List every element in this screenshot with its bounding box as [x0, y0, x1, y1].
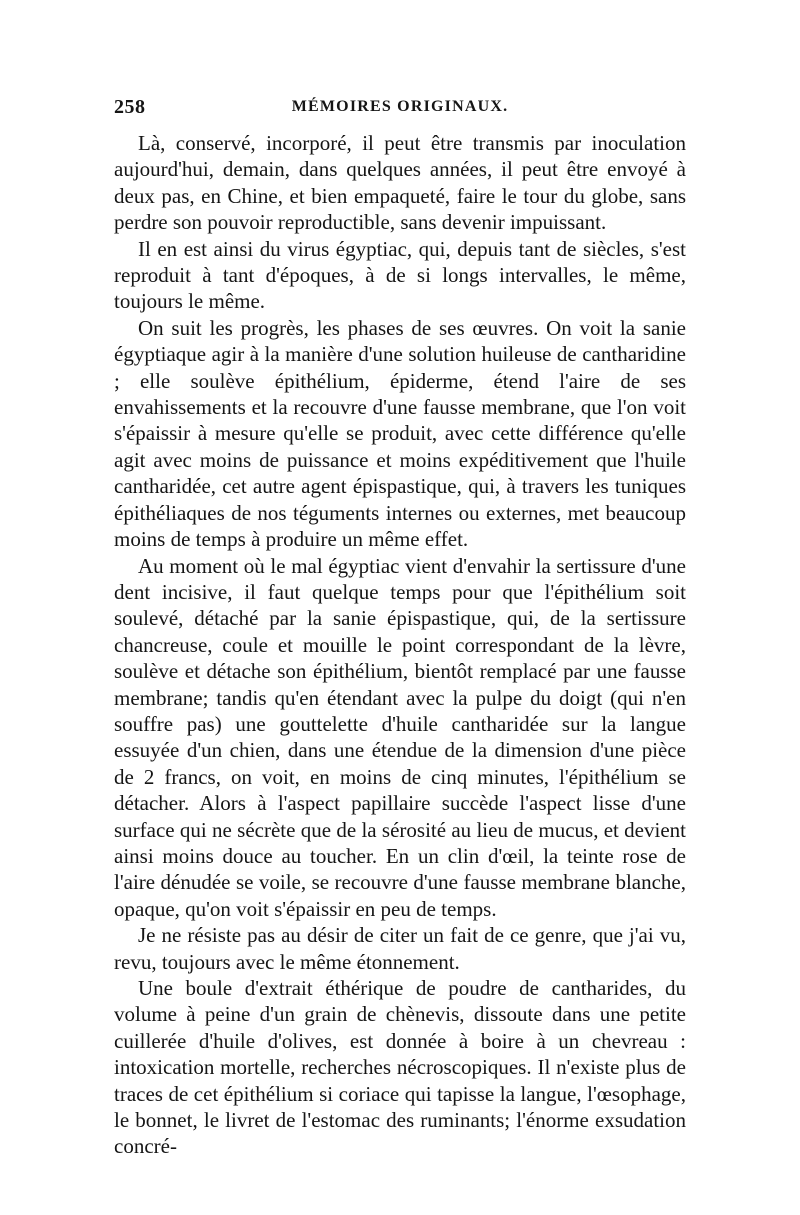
paragraph: Au moment où le mal égyptiac vient d'envahir la sertissure d'une dent incisive, il faut quelque temps pour que l'épithélium soit soulevé, détaché par la sanie épispastique, qui, de la sertissure chancreuse, coule et mouille le point correspondant de la lèvre, soulève et détache son épithélium, bientôt remplacé par une fausse membrane; tandis qu'en étendant avec la pulpe du doigt (qui n'en souffre pas) une gouttelette d'huile cantharidée sur la langue essuyée d'un chien, dans une étendue de la dimension d'une pièce de 2 francs, on voit, en moins de cinq minutes, l'épithélium se détacher. Alors à l'aspect papillaire succède l'aspect lisse d'une surface qui ne sécrète que de la sérosité au lieu de mucus, et devient ainsi moins douce au toucher. En un clin d'œil, la teinte rose de l'aire dénudée se voile, se recouvre d'une fausse membrane blanche, opaque, qu'on voit s'épaissir en peu de temps.	[114, 553, 686, 921]
paragraph: Je ne résiste pas au désir de citer un fait de ce genre, que j'ai vu, revu, toujours avec le même étonnement.	[114, 923, 686, 974]
page-number: 258	[114, 96, 146, 118]
page-header	[114, 96, 686, 130]
body-text	[114, 130, 686, 1160]
paragraph: Une boule d'extrait éthérique de poudre de cantharides, du volume à peine d'un grain de chènevis, dissoute dans une petite cuillerée d'huile d'olives, est donnée à boire à un chevreau : intoxication mortelle, recherches nécroscopiques. Il n'existe plus de traces de cet épithélium si coriace qui tapisse la langue, l'œsophage, le bonnet, le livret de l'estomac des ruminants; l'énorme exsudation concré-	[114, 976, 686, 1159]
paragraph: Là, conservé, incorporé, il peut être transmis par inoculation aujourd'hui, demain, dans quelques années, il peut être envoyé à deux pas, en Chine, et bien empaqueté, faire le tour du globe, sans perdre son pouvoir reproductible, sans devenir impuissant.	[114, 131, 686, 235]
paragraph: On suit les progrès, les phases de ses œuvres. On voit la sanie égyptiaque agir à la manière d'une solution huileuse de cantharidine ; elle soulève épithélium, épiderme, étend l'aire de ses envahissements et la recouvre d'une fausse membrane, que l'on voit s'épaissir à mesure qu'elle se produit, avec cette différence qu'elle agit avec moins de puissance et moins expéditivement que l'huile cantharidée, cet autre agent épispastique, qui, à travers les tuniques épithéliaques de nos téguments internes ou externes, met beaucoup moins de temps à produire un même effet.	[114, 315, 686, 552]
running-head: MÉMOIRES ORIGINAUX.	[291, 98, 509, 115]
paragraph: Il en est ainsi du virus égyptiac, qui, depuis tant de siècles, s'est reproduit à tant d'époques, à de si longs intervalles, le même, toujours le même.	[114, 236, 686, 314]
